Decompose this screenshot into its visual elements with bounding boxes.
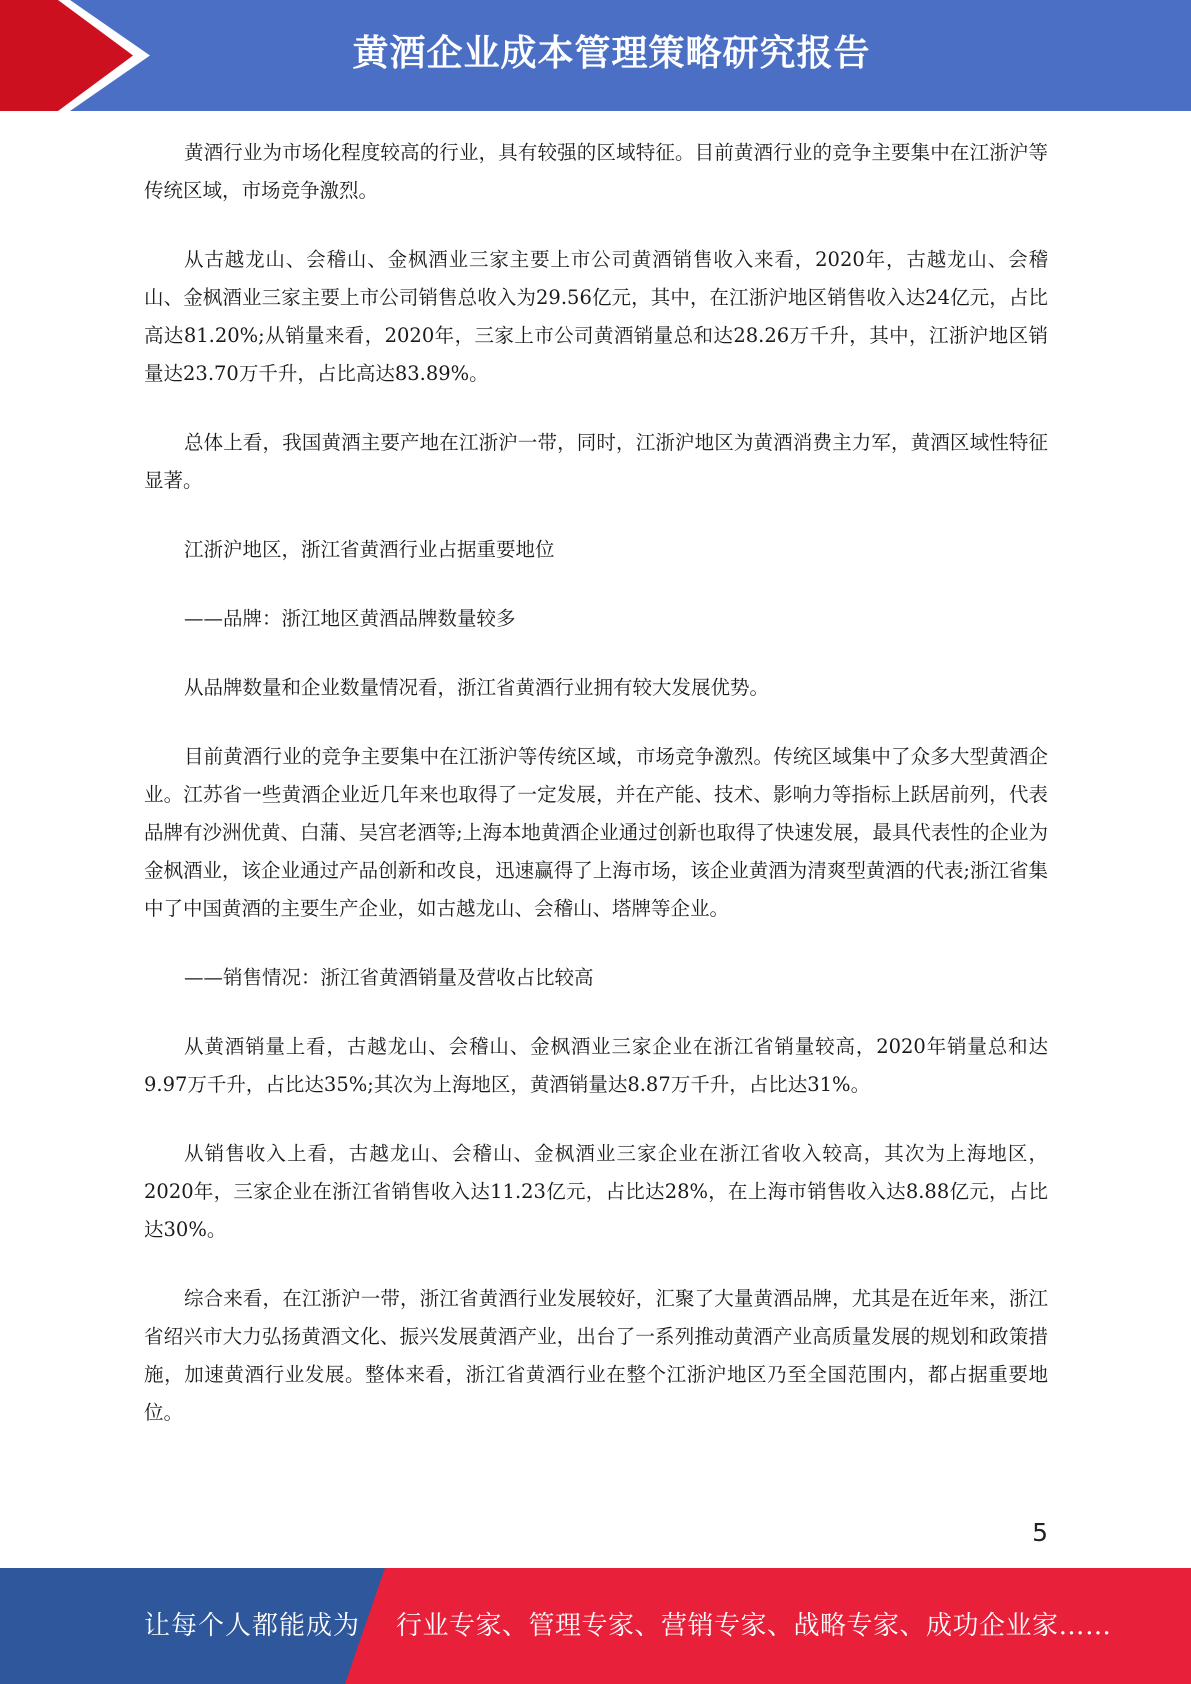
paragraph: 从黄酒销量上看，古越龙山、会稽山、金枫酒业三家企业在浙江省销量较高，2020年销量总和达9.97万千升，占比达35%;其次为上海地区，黄酒销量达8.87万千升，占比达31%。 bbox=[144, 1035, 1048, 1096]
subsection-heading: ——销售情况：浙江省黄酒销量及营收占比较高 bbox=[184, 966, 594, 989]
paragraph: 从品牌数量和企业数量情况看，浙江省黄酒行业拥有较大发展优势。 bbox=[184, 676, 770, 699]
footer-slogan-right: 行业专家、管理专家、营销专家、战略专家、成功企业家…… bbox=[396, 1611, 1112, 1641]
paragraph: 从古越龙山、会稽山、金枫酒业三家主要上市公司黄酒销售收入来看，2020年，古越龙山、会稽山、金枫酒业三家主要上市公司销售总收入为29.56亿元，其中，在江浙沪地区销售收入达24亿元，占比高达81.20%;从销量来看，2020年，三家上市公司黄酒销量总和达28.26万千升，其中，江浙沪地区销量达23.70万千升，占比高达83.89%。 bbox=[144, 248, 1048, 385]
footer-slogan-left: 让每个人都能成为 bbox=[144, 1611, 361, 1641]
report-title: 黄酒企业成本管理策略研究报告 bbox=[352, 33, 871, 74]
paragraph: 从销售收入上看，古越龙山、会稽山、金枫酒业三家企业在浙江省收入较高，其次为上海地区，2020年，三家企业在浙江省销售收入达11.23亿元，占比达28%，在上海市销售收入达8.88亿元，占比达30%。 bbox=[144, 1142, 1048, 1241]
subsection-heading: ——品牌：浙江地区黄酒品牌数量较多 bbox=[184, 607, 516, 630]
footer-banner bbox=[0, 1568, 1191, 1684]
paragraph: 总体上看，我国黄酒主要产地在江浙沪一带，同时，江浙沪地区为黄酒消费主力军，黄酒区域性特征显著。 bbox=[144, 431, 1048, 492]
article-body bbox=[144, 134, 1048, 1463]
paragraph: 黄酒行业为市场化程度较高的行业，具有较强的区域特征。目前黄酒行业的竞争主要集中在江浙沪等传统区域，市场竞争激烈。 bbox=[144, 141, 1048, 202]
section-heading: 江浙沪地区，浙江省黄酒行业占据重要地位 bbox=[184, 538, 555, 561]
paragraph: 目前黄酒行业的竞争主要集中在江浙沪等传统区域，市场竞争激烈。传统区域集中了众多大型黄酒企业。江苏省一些黄酒企业近几年来也取得了一定发展，并在产能、技术、影响力等指标上跃居前列，代表品牌有沙洲优黄、白蒲、吴宫老酒等;上海本地黄酒企业通过创新也取得了快速发展，最具代表性的企业为金枫酒业，该企业通过产品创新和改良，迅速赢得了上海市场，该企业黄酒为清爽型黄酒的代表;浙江省集中了中国黄酒的主要生产企业，如古越龙山、会稽山、塔牌等企业。 bbox=[144, 745, 1048, 920]
paragraph: 综合来看，在江浙沪一带，浙江省黄酒行业发展较好，汇聚了大量黄酒品牌，尤其是在近年来，浙江省绍兴市大力弘扬黄酒文化、振兴发展黄酒产业，出台了一系列推动黄酒产业高质量发展的规划和政策措施，加速黄酒行业发展。整体来看，浙江省黄酒行业在整个江浙沪地区乃至全国范围内，都占据重要地位。 bbox=[144, 1287, 1048, 1424]
header-banner bbox=[0, 0, 1191, 111]
page-number: 5 bbox=[1032, 1518, 1048, 1547]
